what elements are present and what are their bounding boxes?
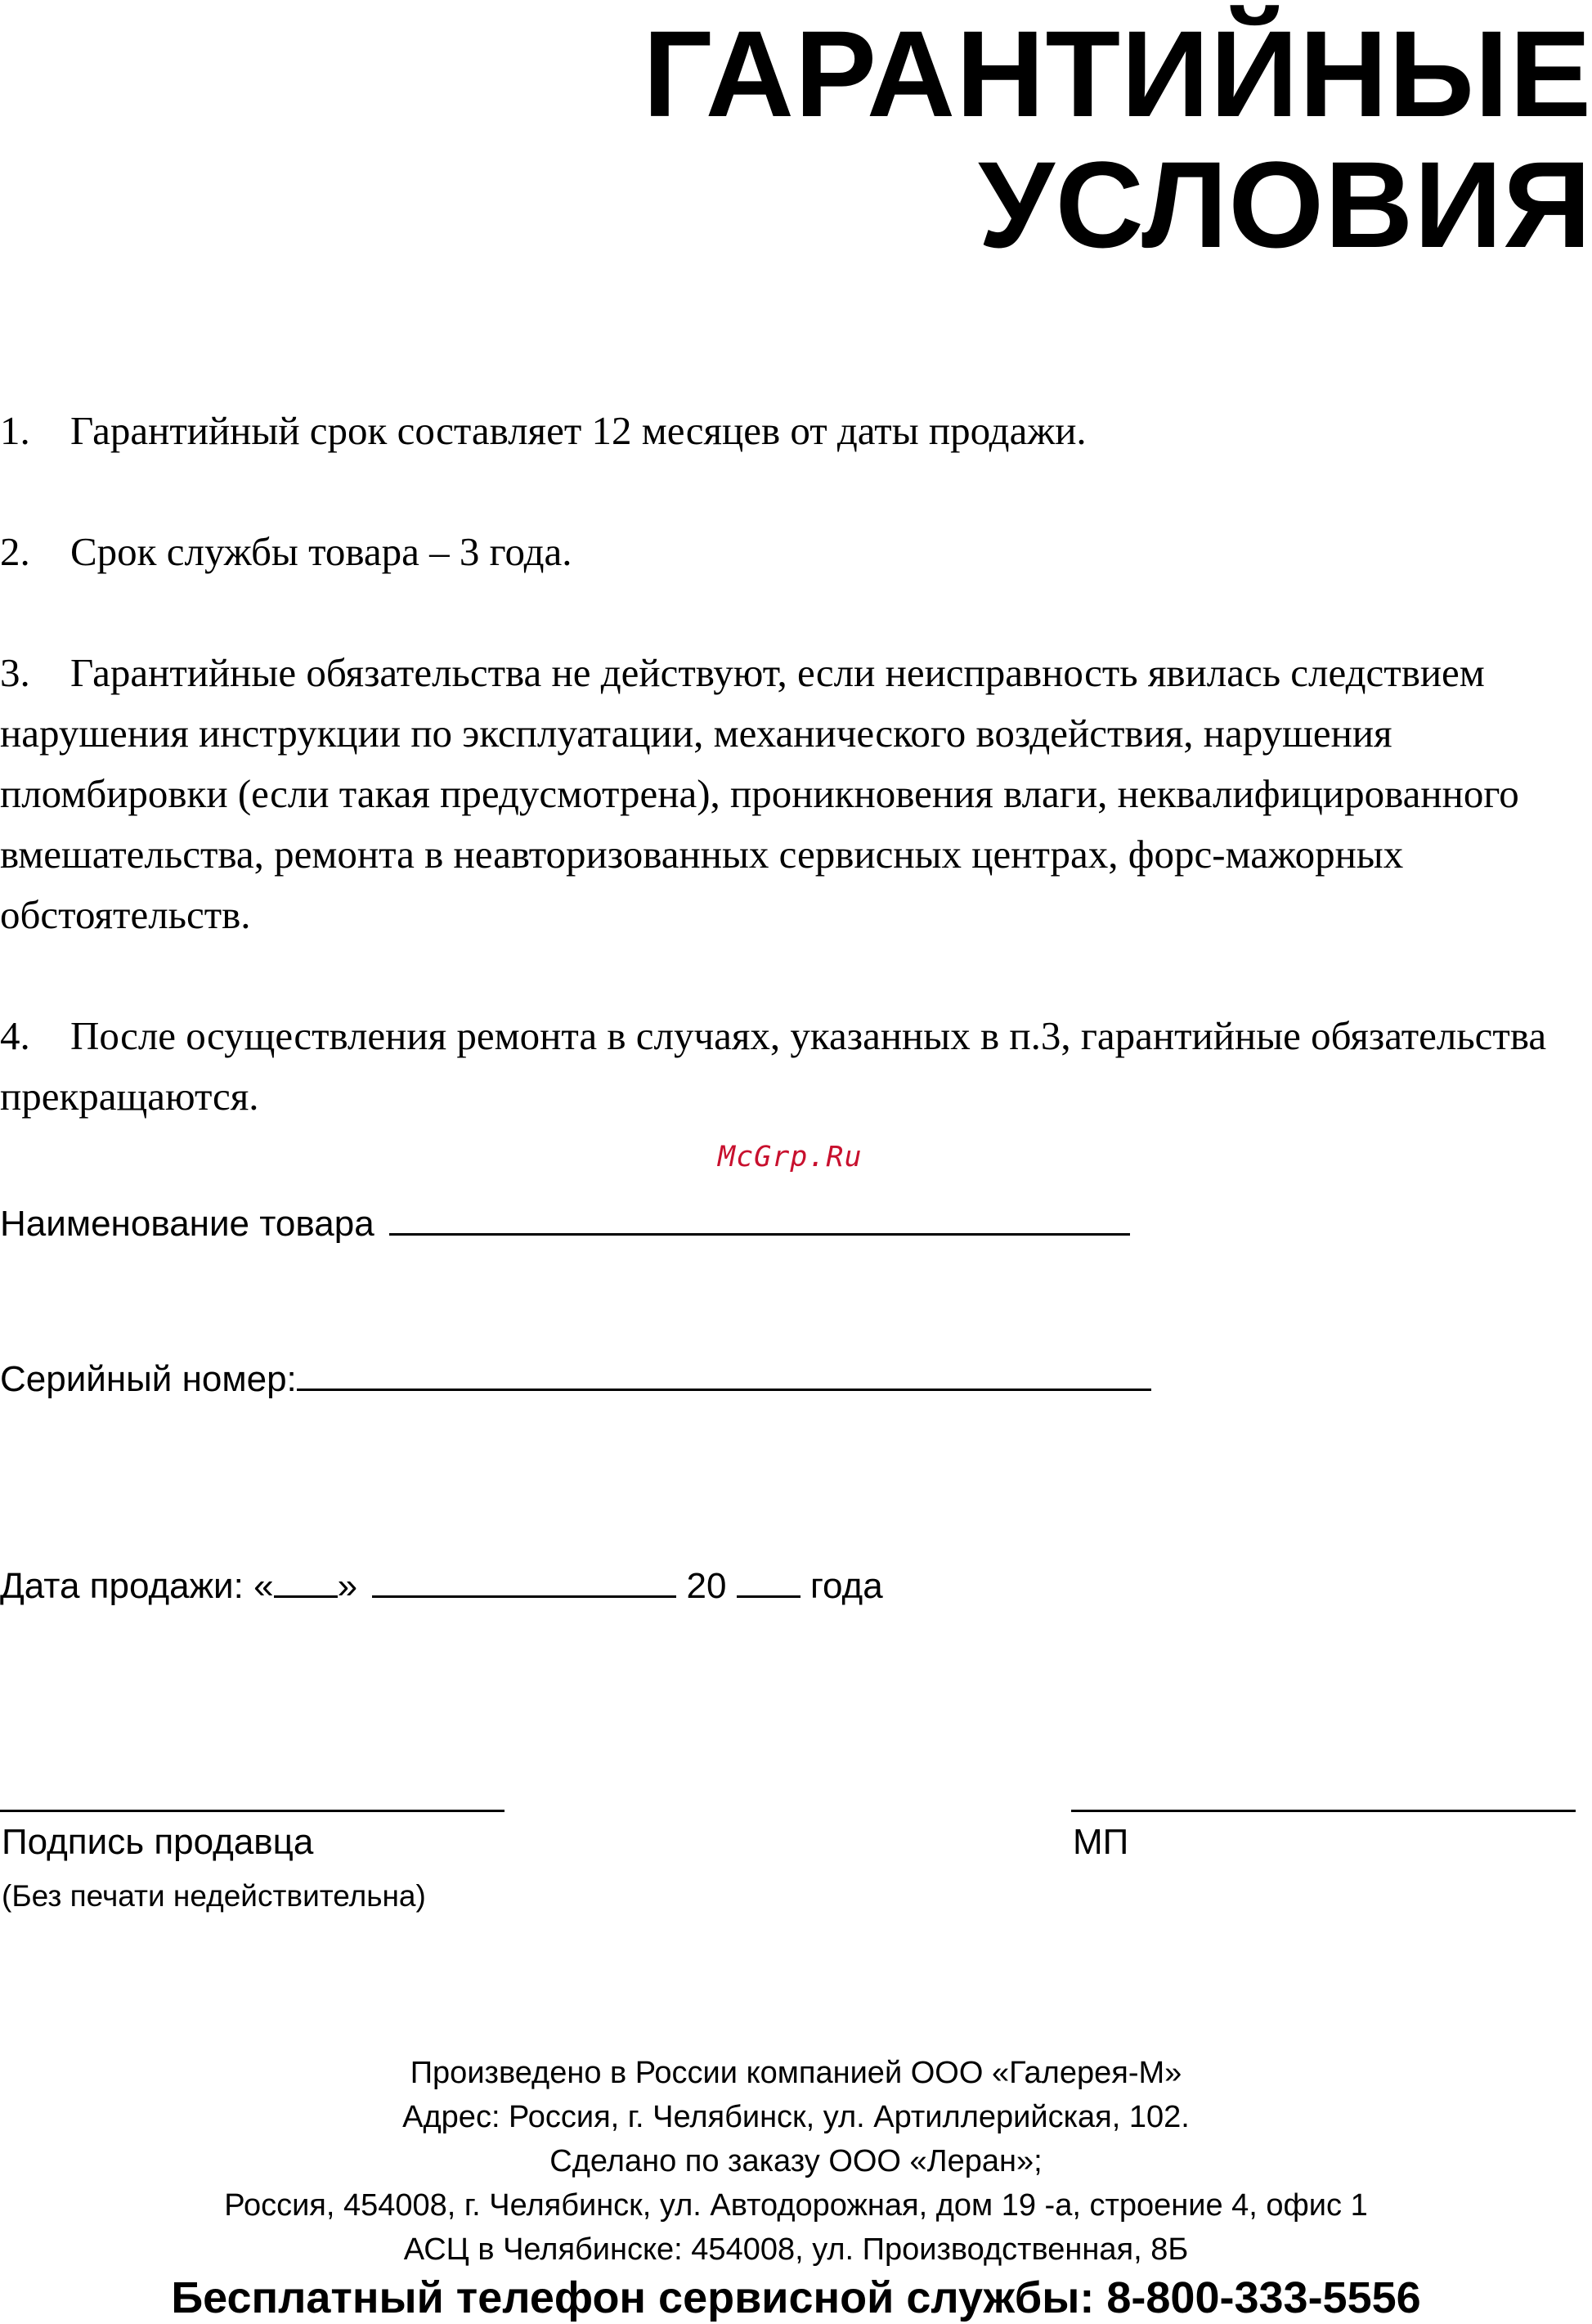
serial-number-label: Серийный номер: (0, 1359, 297, 1399)
clause-text: Срок службы товара – 3 года. (70, 529, 572, 574)
stamp-line[interactable] (1071, 1810, 1576, 1812)
clause-number: 1. (0, 408, 30, 453)
manufacturer-footer (0, 2051, 1592, 2324)
clause-number: 2. (0, 529, 30, 574)
clause-1 (0, 401, 1586, 461)
year-word: года (809, 1566, 883, 1606)
warranty-clauses (0, 401, 1586, 1127)
sale-day-blank[interactable] (274, 1563, 338, 1598)
product-name-blank[interactable] (389, 1200, 1130, 1236)
footer-line: Произведено в России компанией ООО «Галерея-М» (410, 2056, 1182, 2090)
service-hotline: Бесплатный телефон сервисной службы: 8-800-333-5556 (171, 2273, 1421, 2322)
close-quote: » (337, 1566, 358, 1606)
open-quote: « (253, 1566, 274, 1606)
serial-number-field (0, 1356, 1151, 1400)
sale-date-field (0, 1563, 883, 1607)
footer-line: Адрес: Россия, г. Челябинск, ул. Артиллерийская, 102. (402, 2100, 1190, 2134)
document-title (643, 5, 1592, 273)
serial-number-blank[interactable] (297, 1356, 1151, 1391)
clause-2 (0, 522, 1586, 582)
year-century: 20 (686, 1566, 727, 1606)
footer-line: Сделано по заказу ООО «Леран»; (549, 2144, 1043, 2178)
clause-text: Гарантийные обязательства не действуют, если неисправность явилась следствием нарушения инструкции по эксплуатации, механического воздействия, нарушения пломбировки (если такая предусмотрена), проникновения влаги, неквалифицированного вмешательства, ремонта в неавторизованных сервисных центрах, форс-мажорных обстоятельств. (0, 650, 1519, 937)
sale-date-label: Дата продажи: (0, 1566, 244, 1606)
seller-signature-note: (Без печати недействительна) (2, 1879, 426, 1913)
watermark: McGrp.Ru (718, 1141, 863, 1173)
clause-3 (0, 643, 1586, 945)
title-line-2: УСЛОВИЯ (978, 136, 1592, 273)
seller-signature-line[interactable] (0, 1810, 505, 1812)
clause-number: 4. (0, 1013, 30, 1058)
clause-text: Гарантийный срок составляет 12 месяцев от даты продажи. (70, 408, 1087, 453)
product-name-label: Наименование товара (0, 1204, 374, 1244)
clause-number: 3. (0, 650, 30, 695)
footer-line: АСЦ в Челябинске: 454008, ул. Производственная, 8Б (403, 2232, 1189, 2267)
stamp-label: МП (1073, 1822, 1129, 1862)
sale-month-blank[interactable] (372, 1563, 676, 1598)
clause-4 (0, 1006, 1586, 1127)
product-name-field (0, 1200, 1130, 1245)
footer-line: Россия, 454008, г. Челябинск, ул. Автодорожная, дом 19 -а, строение 4, офис 1 (224, 2188, 1368, 2223)
clause-text: После осуществления ремонта в случаях, указанных в п.3, гарантийные обязательства прекращаются. (0, 1013, 1547, 1119)
sale-year-blank[interactable] (737, 1563, 800, 1598)
seller-signature-label: Подпись продавца (2, 1822, 314, 1862)
title-line-1: ГАРАНТИЙНЫЕ (643, 5, 1592, 142)
